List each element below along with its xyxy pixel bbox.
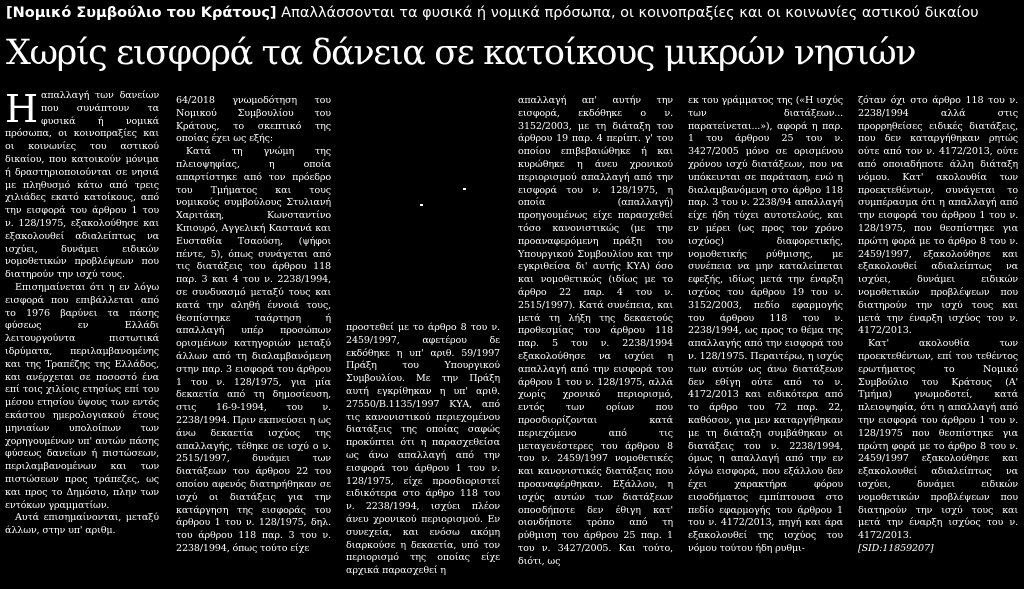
kicker-text: Απαλλάσσονται τα φυσικά ή νομικά πρόσωπα, οι κοινοπραξίες και οι κοινωνίες αστικού δικαίου <box>276 5 979 21</box>
paragraph: Κατά τη γνώμη της πλειοψηφίας, η οποία απαρτίστηκε από τον πρόεδρο του Τμήματος και τους νομικούς συμβούλους Στυλιανή Χαριτάκη, Κωνσταντίνο Κπιουρό, Αγγελική Καστανά και Ευσταθία Τσαούση, (ψήφοι πέντε, 5), όπως συνάγεται από τις διατάξεις του άρθρου 118 παρ. 3 και 4 του ν. 2238/1994, σε συνδυασμό μεταξύ τους και κατά την αληθή έννοιά τους, θεσπίστηκε ταάρτηση ή απαλλαγή υπέρ προσώπων ορισμένων κατηγοριών μεταξύ άλλων από τη διαλαμβανόμενη στην παρ. 3 εισφορά του άρθρου 1 του ν. 128/1975, για μία δεκαετία από τη δημοσίευση, στις 16-9-1994, του ν. 2238/1994. Πριν εκπνεύσει η ως άνω δεκαετία ισχύος της απαλλαγής, τέθηκε σε ισχύ ο ν. 2515/1997, δυνάμει των διατάξεων του άρθρου 22 του οποίου αφενός διατηρήθηκαν σε ισχύ οι διατάξεις για την κατάργηση της εισφοράς του άρθρου 1 του ν. 128/1975, δηλ. του άρθρου 118 παρ. 3 του ν. 2238/1994, όπως τούτο είχε <box>176 146 331 554</box>
paragraph: ζόταν όχι στο άρθρο 118 του ν. 2238/1994 αλλά στις προρρηθείσες ειδικές διατάξεις, που δεν καταργήθηκαν ρητώς ούτε από τον ν. 4172/2013, ούτε από οποιαδήποτε άλλη διάταξη νόμου. Κατ' ακολουθία των προεκτεθέντων, συνάγεται το συμπέρασμα ότι η απαλλαγή από την εισφορά του άρθρου 1 του ν. 128/1975, που θεσπίστηκε για πρώτη φορά με το άρθρο 8 του ν. 2459/1997, εξακολούθησε και εξακολουθεί αδιαλείπτως να ισχύει, δυνάμει ειδικών νομοθετικών προβλέψεων που διατηρούν την ισχύ τους και μετά την έναρξη ισχύος του ν. 4172/2013. <box>858 95 1018 337</box>
article-column-2 <box>176 95 331 589</box>
article-column-3 <box>346 322 500 589</box>
drop-cap: Η <box>5 90 38 131</box>
article-column-5 <box>688 95 843 589</box>
paragraph: εκ του γράμματος της («Η ισχύς των διατάξεων... παρατείνεται...»), αφορά η παρ. 1 του άρθρου 25 του ν. 3427/2005 μόνο σε ορισμένου χρόνου ισχύ διατάξεων, που να υπόκεινται σε παράταση, ενώ η διαλαμβανόμενη στο άρθρο 118 παρ. 3 του ν. 2238/94 απαλλαγή είχε ήδη τύχει αυτοτελούς, και εν μέρει (ως προς τον χρόνο ισχύος) διαφορετικής, νομοθετικής ρύθμισης, με συνέπεια να μην καταλείπεται εφεξής, ιδίως μετά την έναρξη ισχύος του άρθρου 19 του ν. 3152/2003, πεδίο εφαρμογής του άρθρου 118 του ν. 2238/1994, ως προς το θέμα της απαλλαγής από την εισφορά του ν. 128/1975. Περαιτέρω, η ισχύς των αυτών ως άνω διατάξεων δεν εθίγη ούτε από το ν. 4172/2013 και ειδικότερα από το άρθρο του 72 παρ. 22, καθόσον, για μεν καταργήθηκαν με τη διάταξη συμβάθηκαν οι διατάξεις του ν. 2238/1994, όμως η απαλλαγή από την εν λόγω εισφορά, που εξάλλου δεν έχει χαρακτήρα φόρου εισοδήματος εμπίπτουσα στο πεδίο εφαρμογής του άρθρου 1 του ν. 4172/2013, πηγή και άρα εξακολουθεί της ισχύος του νόμου τούτου ήδη ρυθμι- <box>688 95 843 554</box>
paragraph: απαλλαγή απ' αυτήν την εισφορά, εκδόθηκε ο ν. 3152/2003, με τη διάταξη του άρθρου 19 παρ. 4 περίπτ. γ' του οποίου επιβεβαιώθηκε ή και κυρώθηκε η άνευ χρονικού περιορισμού απαλλαγή από την εισφορά του ν. 128/1975, η οποία (απαλλαγή) προηγουμένως είχε παρασχεθεί τόσο κανονιστικώς (με την προαναφερόμενη πράξη του Υπουργικού Συμβουλίου και την εγκριθείσα δι' αυτής ΚΥΑ) όσο και νομοθετικώς (ιδίως με το άρθρο 22 παρ. 4 του ν. 2515/1997). Κατά συνέπεια, και μετά τη λήξη της δεκαετούς προθεσμίας του άρθρου 118 παρ. 5 του ν. 2238/1994 εξακολούθησε να ισχύει η απαλλαγή από την εισφορά του άρθρου 1 του ν. 128/1975, αλλά χωρίς χρονικό περιορισμό, εντός των ορίων που προσδιορίζονται κατά περιεχόμενο από τις μεταγενέστερες του άρθρου 8 του ν. 2459/1997 νομοθετικές και κανονιστικές διατάξεις που προαναφέρθηκαν. Εξάλλου, η ισχύς αυτών των διατάξεων οποσδήποτε δεν έθιγη κατ' οιονδήποτε τρόπο από τη ρύθμιση του άρθρου 25 παρ. 1 του ν. 3427/2005. Και τούτο, διότι, ως <box>518 95 673 567</box>
sid-code: [SID:11859207] <box>858 542 934 554</box>
article-column-6 <box>858 95 1018 589</box>
source-tag: [Νομικό Συμβούλιο του Κράτους] <box>6 5 277 21</box>
ink-speck <box>420 204 423 206</box>
headline: Χωρίς εισφορά τα δάνεια σε κατοίκους μικρών νησιών <box>6 33 916 73</box>
article-column-4 <box>518 95 673 589</box>
paragraph: απαλλαγή των δανείων που συνάπτουν τα φυσικά ή νομικά πρόσωπα, οι κοινοπραξίες και οι κοινωνίες του αστικού δικαίου, που κατοικούν μόνιμα ή δραστηριοποιούνται σε νησιά με πληθυσμό κάτω από τρεις χιλιάδες εκατό κατοίκους, από την εισφορά του άρθρου 1 του ν. 128/1975, εξακολούθησε και εξακολουθεί αδιαλείπτως να ισχύει, δυνάμει ειδικών νομοθετικών προβλέψεων που διατηρούν την ισχύ τους. <box>5 90 159 281</box>
paragraph: 64/2018 γνωμοδότηση του Νομικού Συμβουλίου του Κράτους, το σκεπτικό της οποίας έχει ως εξής: <box>176 95 331 145</box>
paragraph: προστεθεί με το άρθρο 8 του ν. 2459/1997, αφετέρου δε εκδόθηκε η υπ' αριθ. 59/1997 Πράξη του Υπουργικού Συμβουλίου. Με την Πράξη αυτή εγκρίθηκαν η υπ' αριθ. 27550/Β.1135/1997 ΚΥΑ, από τις κανονιστικού περιεχομένου διατάξεις της οποίας σαφώς προκύπτει ότι η παρασχεθείσα ως άνω απαλλαγή από την εισφορά του άρθρου 1 του ν. 128/1975, είχε προσδιοριστεί ειδικότερα στο άρθρο 118 του ν. 2238/1994, ισχύει πλέον άνευ χρονικού περιορισμού. Εν συνεχεία, και ενόσω ακόμη διαρκούσε η δεκαετία, υπό τον περιορισμό της οποίας είχε αρχικά παρασχεθεί η <box>346 322 500 577</box>
article-column-1 <box>5 90 159 589</box>
paragraph: Αυτά επισημαίνονται, μεταξύ άλλων, στην υπ' αριθμ. <box>5 512 159 537</box>
paragraph: Επισημαίνεται ότι η εν λόγω εισφορά που επιβάλλεται από το 1976 βαρύνει τα πάσης φύσεως εν Ελλάδι λειτουργούντα πιστωτικά ιδρύματα, περιλαμβανομένης και της Τραπέζης της Ελλάδος, και ανέρχεται σε ποσοστό ένα επί τοις χιλίοις ετησίως επί του μέσου ετησίου ύψους των εντός εκάστου ημερολογιακού έτους μηνιαίων υπολοίπων των χορηγουμένων υπ' αυτών πάσης φύσεως δανείων ή πιστώσεων, περιλαμβανομένων και των πιστώσεων προς τράπεζες, ως και προς το Δημόσιο, πλην των εντόκων γραμματίων. <box>5 281 159 511</box>
kicker-line <box>6 2 1018 24</box>
paragraph: Κατ' ακολουθία των προεκτεθέντων, επί του τεθέντος ερωτήματος το Νομικό Συμβούλιο του Κράτους (Α' Τμήμα) γνωμοδοτεί, κατά πλειοψηφία, ότι η απαλλαγή από την εισφορά του άρθρου 1 του ν. 128/1975 που θεσπίστηκε για πρώτη φορά με το άρθρο 8 του ν. 2459/1997 εξακολούθησε και εξακολουθεί αδιαλείπτως να ισχύει, δυνάμει ειδικών νομοθετικών προβλέψεων που διατηρούν την ισχύ τους και μετά την έναρξη ισχύος του ν. 4172/2013. <box>858 338 1018 542</box>
ink-speck <box>463 188 466 190</box>
